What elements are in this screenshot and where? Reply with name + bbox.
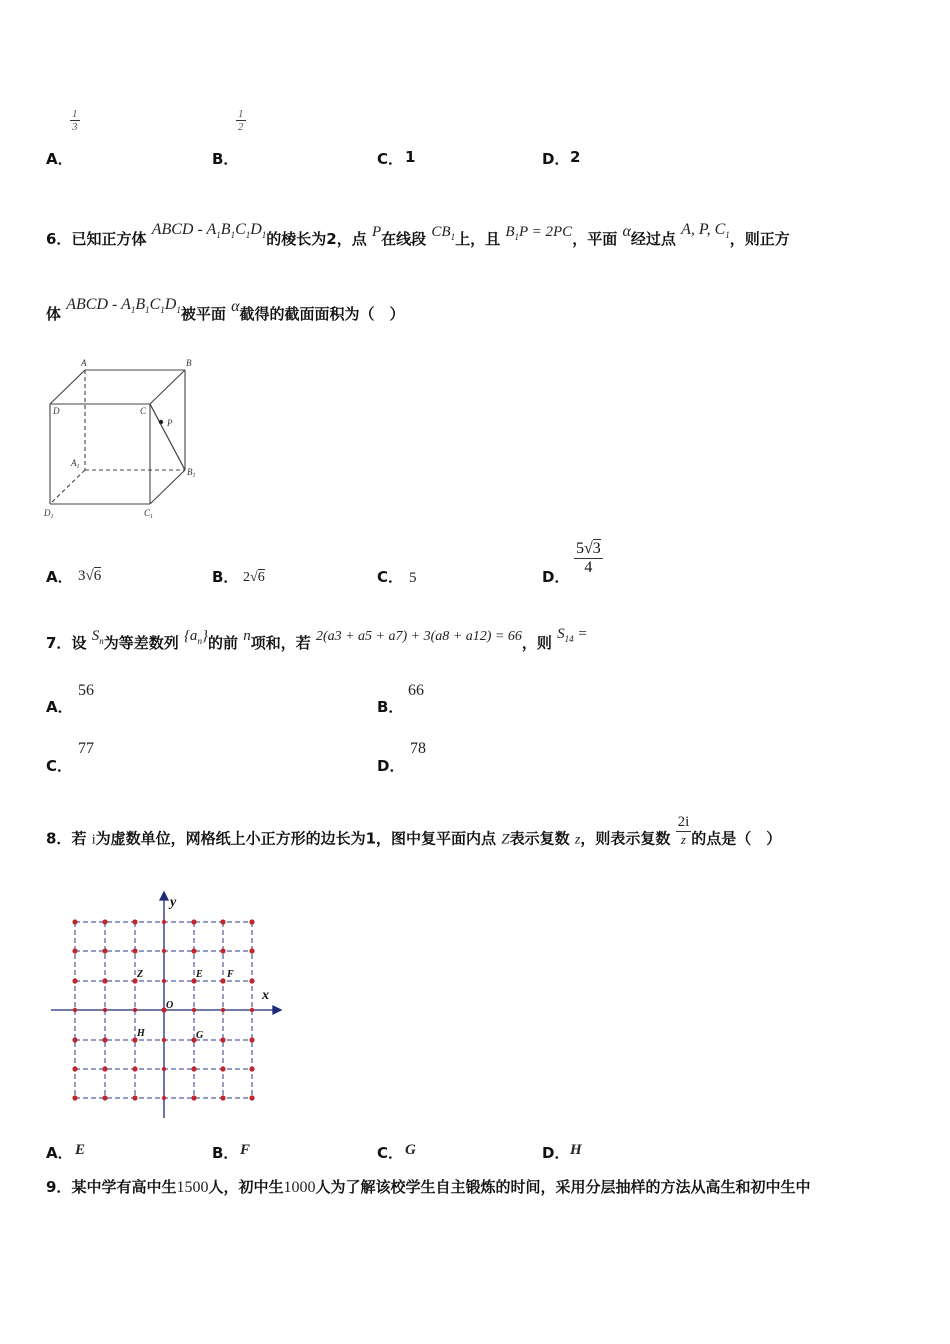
lattice-point-3-0 xyxy=(162,920,166,924)
lattice-point-4-6 xyxy=(191,1095,196,1100)
q8-complex-plane-figure xyxy=(45,890,290,1125)
cube-label-c1: $C_1$ xyxy=(144,508,154,520)
q7-options xyxy=(0,680,950,780)
lattice-point-4-5 xyxy=(191,1066,196,1071)
q6-number: 6． xyxy=(46,230,72,248)
cube-label-d: D xyxy=(53,406,60,416)
lattice-point-5-2 xyxy=(220,978,225,983)
lattice-point-0-2 xyxy=(72,978,77,983)
point-label-g: G xyxy=(196,1030,204,1041)
q7-opt-d-value: 78 xyxy=(410,740,426,757)
q5-opt-b-fraction: $\frac{1}{2}$ xyxy=(238,108,244,133)
cube-edge-a1d1-hidden xyxy=(50,470,85,504)
lattice-point-5-3 xyxy=(221,1008,225,1012)
q6-opt-d-label[interactable]: D． xyxy=(542,568,570,586)
lattice-point-0-4 xyxy=(72,1037,77,1042)
q6-point-p: P xyxy=(371,224,382,240)
lattice-point-6-3 xyxy=(250,1008,254,1012)
q6-alpha: α xyxy=(622,223,631,240)
q7-stem: 7．设 $S_n$为等差数列 $\{a_n\}$的前 n项和，若 2(a3 + a5 + a7) + 3(a8 + a12) = 66，则 $S_{14}$ = xyxy=(46,626,588,652)
lattice-point-5-1 xyxy=(220,948,225,953)
q8-opt-b-label[interactable]: B． xyxy=(212,1144,239,1162)
q8-number: 8． xyxy=(46,829,72,848)
cube-label-c: C xyxy=(140,406,147,416)
lattice-point-5-4 xyxy=(220,1037,225,1042)
q7-an: $\{a_n\}$ xyxy=(183,628,208,646)
q5-opt-c-value: 1 xyxy=(405,148,416,166)
lattice-point-4-3 xyxy=(192,1008,196,1012)
q6-stem-line1: 6．已知正方体 ABCD - $A_1B_1C_1D_1$的棱长为2，点 P在线段 $CB_1$上，且 $B_1P = 2PC$，平面 α经过点 A, P, $C_1$，则正方 xyxy=(46,221,790,248)
q8-opt-d-value: H xyxy=(570,1142,582,1158)
q8-opt-a-label[interactable]: A． xyxy=(46,1144,73,1162)
q6-opt-d-fraction: $\frac{5√3}{4}$ xyxy=(576,540,601,576)
lattice-point-1-5 xyxy=(102,1066,107,1071)
cube-label-d1: $D_1$ xyxy=(44,508,54,520)
lattice-point-2-0 xyxy=(132,919,137,924)
lattice-point-2-6 xyxy=(132,1095,137,1100)
lattice-point-3-4 xyxy=(162,1038,166,1042)
q7-opt-a-label[interactable]: A． xyxy=(46,698,73,716)
q8-stem: 8．若 i为虚数单位，网格纸上小正方形的边长为1，图中复平面内点 Z表示复数 z，则表示复数 $\frac{2i}{z}$ 的点是（ ） xyxy=(46,814,782,848)
lattice-point-0-3 xyxy=(73,1008,77,1012)
x-axis-arrow xyxy=(273,1006,281,1014)
lattice-point-5-0 xyxy=(220,919,225,924)
q7-opt-c-value: 77 xyxy=(78,740,94,757)
q7-opt-b-value: 66 xyxy=(408,682,424,699)
lattice-point-6-2 xyxy=(249,978,254,983)
lattice-point-6-1 xyxy=(249,948,254,953)
point-label-h: H xyxy=(137,1028,145,1039)
lattice-point-3-6 xyxy=(162,1096,166,1100)
q6-opt-a-value: 3√6 xyxy=(78,568,102,584)
lattice-point-4-0 xyxy=(191,919,196,924)
q7-n: n xyxy=(243,628,251,644)
lattice-point-6-6 xyxy=(249,1095,254,1100)
lattice-point-0-5 xyxy=(72,1066,77,1071)
point-label-e: E xyxy=(196,969,203,980)
cube-edge-da xyxy=(50,370,85,404)
q8-options xyxy=(0,1140,950,1164)
cube-label-b: B xyxy=(186,358,192,368)
lattice-point-2-3 xyxy=(133,1008,137,1012)
q6-stem-line2: 体 ABCD - $A_1B_1C_1D_1$被平面 α截得的截面面积为（ ） xyxy=(46,296,405,323)
lattice-point-0-1 xyxy=(72,948,77,953)
q9-n2: 1000 xyxy=(283,1179,316,1196)
point-label-f: F xyxy=(227,969,234,980)
lattice-point-1-3 xyxy=(103,1008,107,1012)
q5-options xyxy=(0,100,950,170)
q5-opt-a-fraction: $\frac{1}{3}$ xyxy=(72,108,78,133)
cube-segment-cb1 xyxy=(150,404,185,470)
q7-equation: 2(a3 + a5 + a7) + 3(a8 + a12) = 66 xyxy=(315,629,522,644)
q6-cube-expr-2: ABCD - $A_1B_1C_1D_1$ xyxy=(66,296,181,316)
q6-cube-expr: ABCD - $A_1B_1C_1D_1$ xyxy=(151,221,267,241)
cube-edge-c1b1 xyxy=(150,470,185,504)
q6-segment: $CB_1$ xyxy=(431,224,456,242)
lattice-point-0-0 xyxy=(72,919,77,924)
q6-options xyxy=(0,540,950,595)
q8-opt-c-label[interactable]: C． xyxy=(377,1144,404,1162)
q6-opt-c-value: 5 xyxy=(409,570,417,586)
q5-opt-d-value: 2 xyxy=(570,148,581,166)
lattice-point-4-1 xyxy=(191,948,196,953)
lattice-point-1-2 xyxy=(102,978,107,983)
cube-label-a: A xyxy=(81,358,87,368)
lattice-point-1-6 xyxy=(102,1095,107,1100)
lattice-point-1-0 xyxy=(102,919,107,924)
lattice-point-1-1 xyxy=(102,948,107,953)
lattice-point-0-6 xyxy=(72,1095,77,1100)
q8-opt-b-value: F xyxy=(240,1142,251,1158)
q5-opt-d-label[interactable]: D． xyxy=(542,150,570,168)
q8-opt-a-value: E xyxy=(75,1142,86,1158)
q7-s14: $S_{14}$ = xyxy=(557,626,588,644)
q6-opt-a-label[interactable]: A． xyxy=(46,568,73,586)
q5-opt-c-label[interactable]: C． xyxy=(377,150,404,168)
q9-n1: 1500 xyxy=(176,1179,209,1196)
lattice-point-3-2 xyxy=(162,979,166,983)
q8-i: i xyxy=(91,832,96,848)
q7-opt-d-label[interactable]: D． xyxy=(377,757,405,775)
y-axis-arrow xyxy=(160,892,168,900)
q8-fraction: $\frac{2i}{z}$ xyxy=(677,814,690,847)
q9-stem: 9．某中学有高中生1500人，初中生1000人为了解该校学生自主锻炼的时间，采用分层抽样的方法从高生和初中生中 xyxy=(46,1178,811,1196)
q8-opt-c-value: G xyxy=(405,1142,416,1158)
cube-label-p: P xyxy=(167,418,173,428)
q6-opt-c-label[interactable]: C． xyxy=(377,568,404,586)
q7-sn: $S_n$ xyxy=(91,628,104,646)
q7-opt-b-label[interactable]: B． xyxy=(377,698,404,716)
lattice-point-6-4 xyxy=(249,1037,254,1042)
q7-opt-a-value: 56 xyxy=(78,682,94,699)
x-axis-label: x xyxy=(262,988,269,1003)
q7-number: 7． xyxy=(46,634,72,652)
cube-edge-cb xyxy=(150,370,185,404)
q9-number: 9． xyxy=(46,1178,72,1196)
lattice-point-6-0 xyxy=(249,919,254,924)
q7-opt-c-label[interactable]: C． xyxy=(46,757,73,775)
lattice-point-3-1 xyxy=(162,949,166,953)
q6-condition: $B_1P = 2PC$ xyxy=(505,224,573,242)
y-axis-label: y xyxy=(170,895,177,910)
cube-point-p xyxy=(159,420,163,424)
origin-label: O xyxy=(166,1000,174,1011)
lattice-point-6-5 xyxy=(249,1066,254,1071)
cube-label-a1: $A_1$ xyxy=(71,458,80,470)
q6-opt-b-label[interactable]: B． xyxy=(212,568,239,586)
q8-opt-d-label[interactable]: D． xyxy=(542,1144,570,1162)
lattice-point-1-4 xyxy=(102,1037,107,1042)
lattice-point-2-5 xyxy=(132,1066,137,1071)
q8-z: z xyxy=(574,832,581,848)
q6-alpha-2: α xyxy=(231,298,240,315)
q6-opt-b-value: 2√6 xyxy=(243,570,265,585)
lattice-point-5-6 xyxy=(220,1095,225,1100)
q6-points: A, P, $C_1$ xyxy=(681,221,730,241)
q6-cube-figure xyxy=(40,352,210,527)
lattice-point-2-1 xyxy=(132,948,137,953)
q5-opt-a-label[interactable]: A． xyxy=(46,150,73,168)
point-label-z: Z xyxy=(137,969,144,980)
lattice-point-3-5 xyxy=(162,1067,166,1071)
lattice-point-5-5 xyxy=(220,1066,225,1071)
q8-point-z: Z xyxy=(501,831,510,848)
q5-opt-b-label[interactable]: B． xyxy=(212,150,239,168)
cube-label-b1: $B_1$ xyxy=(187,467,196,479)
